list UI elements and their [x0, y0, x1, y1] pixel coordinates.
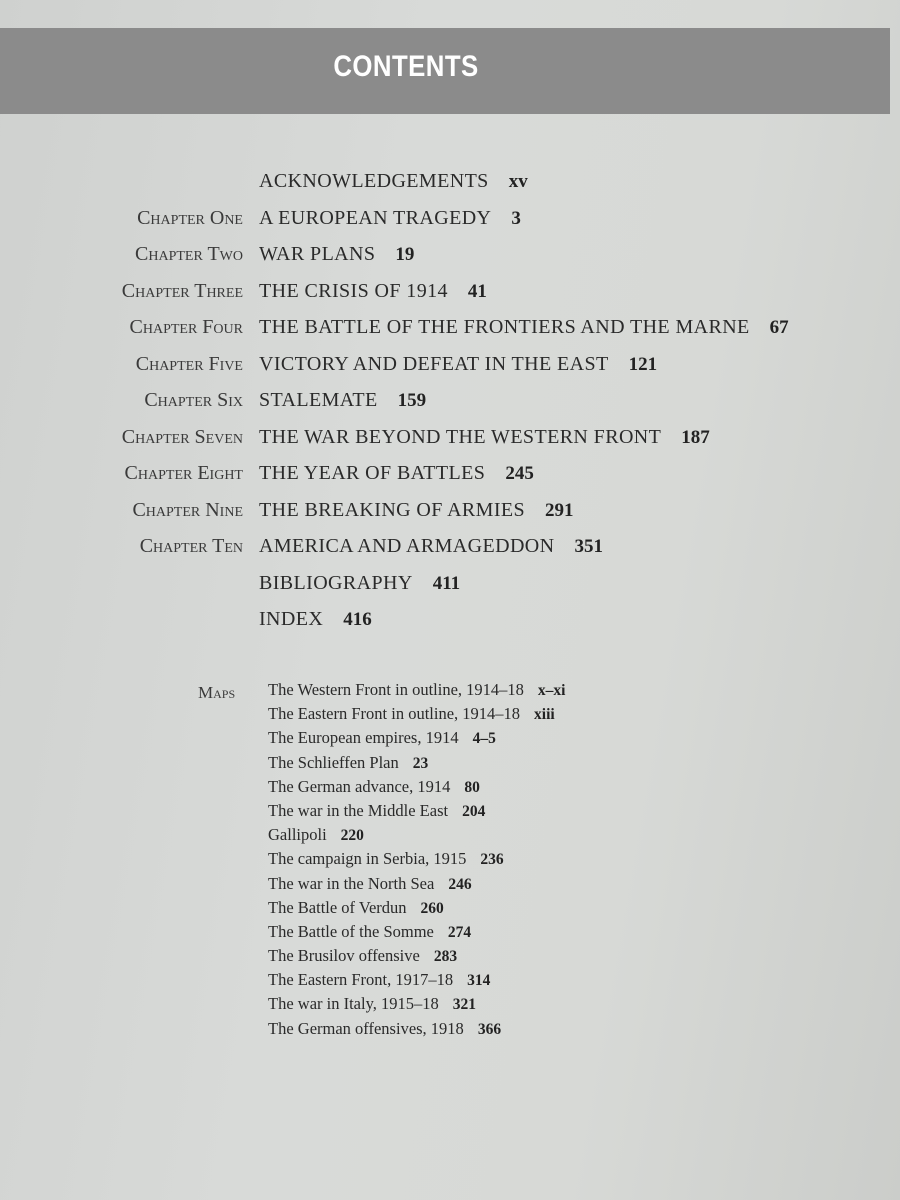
maps-list	[268, 680, 868, 1043]
map-entry	[268, 994, 868, 1018]
map-entry	[268, 946, 868, 970]
toc-entry-chapter-two	[0, 243, 900, 280]
chapter-page-number: 159	[397, 390, 427, 411]
chapter-title: ACKNOWLEDGEMENTS	[259, 170, 489, 192]
map-entry	[268, 825, 868, 849]
chapter-list	[0, 170, 900, 645]
map-title: The Eastern Front, 1917–18	[268, 970, 454, 990]
chapter-title: WAR PLANS	[259, 243, 376, 265]
map-title: The campaign in Serbia, 1915	[268, 849, 467, 869]
toc-entry-acknowledgements	[0, 170, 900, 207]
map-page-number: 274	[447, 923, 472, 941]
chapter-page-number: 245	[505, 463, 534, 484]
map-entry	[268, 777, 868, 801]
map-page-number: 23	[412, 754, 429, 772]
map-page-number: 260	[420, 899, 444, 917]
chapter-label: Chapter Two	[135, 243, 243, 265]
chapter-label: Chapter Five	[135, 352, 243, 375]
map-page-number: x–xi	[537, 682, 566, 699]
map-entry	[268, 1019, 868, 1043]
map-page-number: 236	[480, 851, 504, 869]
chapter-title: THE BATTLE OF THE FRONTIERS AND THE MARNE	[259, 316, 750, 338]
chapter-title: STALEMATE	[259, 389, 378, 411]
map-title: The war in the Middle East	[268, 800, 449, 820]
chapter-label: Chapter One	[137, 206, 243, 229]
toc-entry-chapter-four	[0, 316, 900, 353]
toc-entry-chapter-one	[0, 207, 900, 244]
toc-entry-chapter-five	[0, 353, 900, 390]
chapter-page-number: 3	[511, 207, 521, 229]
page-title: CONTENTS	[333, 50, 479, 83]
map-page-number: 246	[448, 875, 472, 893]
chapter-title: INDEX	[259, 608, 324, 630]
maps-label: Maps	[198, 683, 236, 702]
toc-entry-bibliography	[0, 572, 900, 609]
chapter-page-number: 41	[467, 280, 487, 302]
map-title: The European empires, 1914	[268, 728, 459, 748]
map-entry	[268, 728, 868, 752]
map-title: The German offensives, 1918	[268, 1018, 464, 1038]
map-entry	[268, 801, 868, 825]
chapter-label: Chapter Four	[129, 316, 243, 338]
map-entry	[268, 680, 868, 704]
chapter-page-number: 67	[769, 317, 789, 338]
chapter-label: Chapter Six	[144, 389, 243, 411]
map-entry	[268, 922, 868, 946]
map-page-number: 204	[462, 802, 486, 820]
chapter-page-number: 291	[545, 499, 574, 521]
map-page-number: 321	[452, 996, 477, 1014]
chapter-page-number: xv	[508, 171, 528, 192]
map-title: The Battle of the Somme	[268, 921, 434, 941]
chapter-page-number: 351	[574, 536, 603, 557]
chapter-title: A EUROPEAN TRAGEDY	[259, 206, 492, 229]
map-entry	[268, 874, 868, 898]
map-title: The Eastern Front in outline, 1914–18	[268, 704, 521, 724]
map-entry	[268, 704, 868, 728]
chapter-page-number: 411	[432, 572, 461, 594]
map-title: The war in Italy, 1915–18	[268, 994, 439, 1014]
map-page-number: 220	[340, 827, 364, 845]
chapter-page-number: 121	[628, 353, 658, 375]
chapter-label: Chapter Nine	[132, 498, 243, 521]
map-title: The German advance, 1914	[268, 776, 451, 796]
chapter-label: Chapter Three	[121, 279, 243, 302]
map-title: Gallipoli	[268, 825, 327, 845]
chapter-title: THE CRISIS OF 1914	[259, 279, 448, 302]
chapter-title: AMERICA AND ARMAGEDDON	[259, 535, 555, 557]
chapter-label: Chapter Eight	[124, 462, 243, 484]
chapter-label: Chapter Seven	[121, 425, 243, 448]
chapter-label: Chapter Ten	[139, 535, 243, 557]
chapter-title: VICTORY AND DEFEAT IN THE EAST	[259, 352, 609, 375]
chapter-title: THE BREAKING OF ARMIES	[259, 498, 526, 521]
chapter-page-number: 416	[343, 609, 372, 630]
map-page-number: 366	[477, 1020, 502, 1038]
toc-entry-index	[0, 608, 900, 645]
chapter-page-number: 187	[681, 426, 710, 448]
map-page-number: 4–5	[472, 730, 496, 748]
map-title: The Battle of Verdun	[268, 897, 407, 917]
chapter-title: THE WAR BEYOND THE WESTERN FRONT	[259, 425, 662, 448]
chapter-page-number: 19	[395, 244, 415, 265]
toc-entry-chapter-eight	[0, 462, 900, 499]
map-page-number: 80	[464, 778, 480, 796]
toc-entry-chapter-seven	[0, 426, 900, 463]
chapter-title: BIBLIOGRAPHY	[259, 571, 413, 594]
map-title: The Schlieffen Plan	[268, 752, 399, 772]
map-entry	[268, 970, 868, 994]
map-title: The war in the North Sea	[268, 873, 435, 893]
map-page-number: xiii	[534, 706, 555, 724]
toc-entry-chapter-three	[0, 280, 900, 317]
map-title: The Western Front in outline, 1914–18	[268, 680, 524, 699]
map-entry	[268, 753, 868, 777]
chapter-title: THE YEAR OF BATTLES	[259, 462, 486, 484]
toc-entry-chapter-nine	[0, 499, 900, 536]
toc-entry-chapter-ten	[0, 535, 900, 572]
map-entry	[268, 898, 868, 922]
map-page-number: 314	[467, 972, 491, 990]
map-title: The Brusilov offensive	[268, 946, 420, 966]
toc-entry-chapter-six	[0, 389, 900, 426]
map-page-number: 283	[433, 948, 458, 966]
map-entry	[268, 849, 868, 873]
